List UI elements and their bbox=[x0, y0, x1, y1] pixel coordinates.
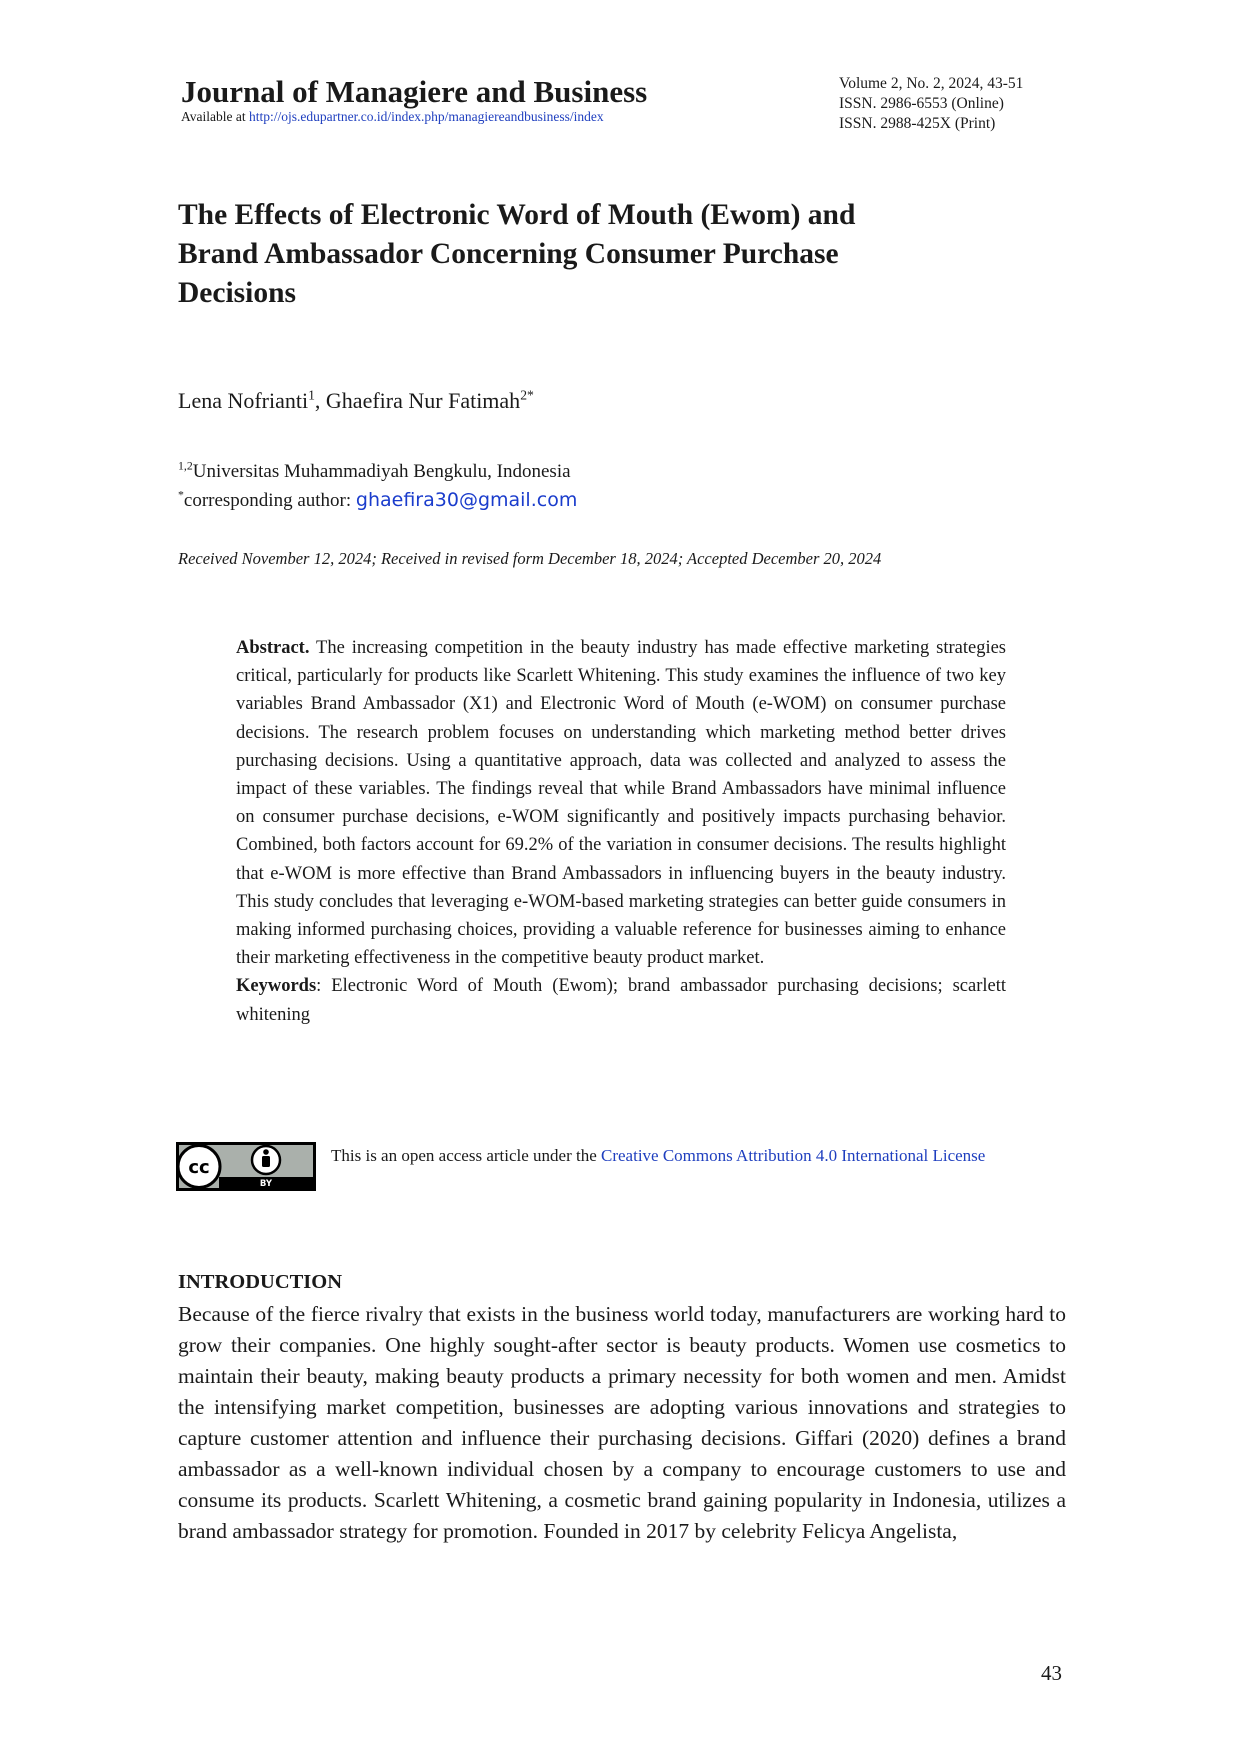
abstract-block bbox=[236, 634, 1006, 1029]
keywords-paragraph bbox=[236, 972, 1006, 1028]
issn-online: ISSN. 2986-6553 (Online) bbox=[839, 95, 1004, 112]
corresponding-mark: * bbox=[178, 488, 184, 502]
available-prefix: Available at bbox=[181, 109, 246, 124]
cc-badge-text: cc bbox=[188, 1157, 210, 1178]
issn-print: ISSN. 2988-425X (Print) bbox=[839, 115, 996, 132]
article-title: The Effects of Electronic Word of Mouth (Ewom) and Brand Ambassador Concerning Consumer Purchase Decisions bbox=[178, 199, 856, 309]
corresponding-email-link[interactable]: ghaefira30@gmail.com bbox=[355, 489, 578, 511]
page-number: 43 bbox=[1041, 1661, 1062, 1685]
journal-availability bbox=[181, 109, 604, 125]
keywords-text: : Electronic Word of Mouth (Ewom); brand ambassador purchasing decisions; scarlett whitening bbox=[236, 976, 1006, 1025]
corresponding-label: corresponding author: bbox=[183, 490, 356, 511]
license-link[interactable]: Creative Commons Attribution 4.0 International License bbox=[601, 1146, 986, 1165]
author-name: Ghaefira Nur Fatimah bbox=[325, 388, 521, 413]
abstract-label: Abstract. bbox=[236, 638, 310, 658]
journal-title: Journal of Managiere and Business bbox=[181, 74, 648, 109]
author-affiliation-mark: 1 bbox=[308, 387, 315, 403]
author-separator: , bbox=[314, 388, 326, 413]
introduction-paragraph: Because of the fierce rivalry that exists in the business world today, manufacturers are working hard to grow their companies. One highly sought-after sector is beauty products. Women use cosmetics to maintain their beauty, making beauty products a primary necessity for both women and men. Amidst the intensifying market competition, businesses are adopting various innovations and strategies to capture customer attention and influence their purchasing decisions. Giffari (2020) defines a brand ambassador as a well-known individual chosen by a company to encourage customers to use and consume its products. Scarlett Whitening, a cosmetic brand gaining popularity in Indonesia, utilizes a brand ambassador strategy for promotion. Founded in 2017 by celebrity Felicya Angelista, bbox=[178, 1302, 1066, 1543]
abstract-paragraph bbox=[236, 634, 1006, 972]
affiliation-mark: 1,2 bbox=[178, 459, 193, 473]
journal-url-link[interactable]: http://ojs.edupartner.co.id/index.php/managiereandbusiness/index bbox=[248, 109, 604, 124]
affiliation-text: Universitas Muhammadiyah Bengkulu, Indonesia bbox=[192, 461, 571, 482]
section-heading-introduction: INTRODUCTION bbox=[178, 1271, 343, 1293]
by-badge-text: BY bbox=[259, 1179, 273, 1189]
license-statement bbox=[331, 1143, 1051, 1168]
corresponding-line bbox=[178, 486, 577, 515]
cc-by-badge-icon[interactable] bbox=[176, 1142, 316, 1191]
keywords-label: Keywords bbox=[236, 976, 317, 997]
author-affiliation-mark: 2* bbox=[520, 387, 534, 403]
volume-line: Volume 2, No. 2, 2024, 43-51 bbox=[839, 75, 1024, 92]
license-prefix: This is an open access article under the bbox=[331, 1146, 602, 1165]
author-name: Lena Nofrianti bbox=[178, 388, 309, 413]
abstract-text: The increasing competition in the beauty industry has made effective marketing strategies critical, particularly for products like Scarlett Whitening. This study examines the influence of two key variables Brand Ambassador (X1) and Electronic Word of Mouth (e-WOM) on consumer purchase decisions. The research problem focuses on understanding which marketing method better drives purchasing decisions. Using a quantitative approach, data was collected and analyzed to assess the impact of these variables. The findings reveal that while Brand Ambassadors have minimal influence on consumer purchase decisions, e-WOM significantly and positively impacts purchasing behavior. Combined, both factors account for 69.2% of the variation in consumer decisions. The results highlight that e-WOM is more effective than Brand Ambassadors in influencing buyers in the beauty industry. This study concludes that leveraging e-WOM-based marketing strategies can better guide consumers in making informed purchasing choices, providing a valuable reference for businesses aiming to enhance their marketing effectiveness in the competitive beauty product market. bbox=[236, 638, 1006, 969]
affiliation-block bbox=[178, 457, 577, 515]
received-dates: Received November 12, 2024; Received in revised form December 18, 2024; Accepted December 20, 2024 bbox=[178, 549, 882, 568]
author-list bbox=[178, 388, 534, 414]
affiliation-line bbox=[178, 457, 577, 486]
journal-meta bbox=[839, 74, 1023, 134]
